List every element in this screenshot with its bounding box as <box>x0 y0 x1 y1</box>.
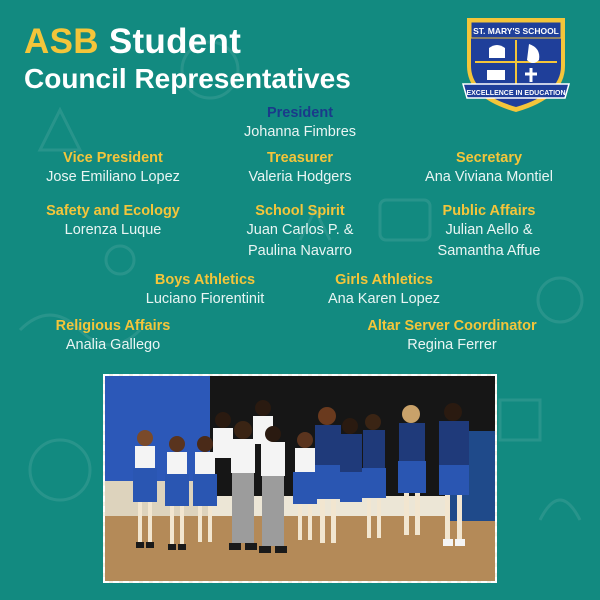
role-name: Juan Carlos P. & <box>246 222 354 238</box>
role-title: Boys Athletics <box>154 272 256 288</box>
role-title: Treasurer <box>266 150 334 166</box>
title-accent: ASB <box>24 22 99 61</box>
role-name: Johanna Fimbres <box>243 124 357 140</box>
role-title: Secretary <box>455 150 523 166</box>
student-figure <box>259 426 287 553</box>
role-religious-affairs <box>0 317 233 356</box>
role-name-2: Samantha Affue <box>437 243 541 259</box>
book-icon <box>487 70 505 80</box>
group-photo <box>103 374 497 583</box>
role-name: Luciano Fiorentinit <box>145 291 265 307</box>
role-president <box>180 104 420 143</box>
lamp-icon <box>489 45 505 58</box>
crest-school-name: ST. MARY'S SCHOOL <box>473 26 559 36</box>
role-title: School Spirit <box>255 203 345 219</box>
role-title: Vice President <box>63 150 163 166</box>
title-line-1 <box>24 22 351 62</box>
role-name: Julian Aello & <box>445 222 533 238</box>
role-title: Public Affairs <box>442 203 536 219</box>
page-title <box>24 22 351 96</box>
role-name: Lorenza Luque <box>64 222 162 238</box>
role-title: President <box>266 105 334 121</box>
title-line-2: Council Representatives <box>24 63 351 94</box>
role-title: Safety and Ecology <box>46 203 180 219</box>
role-title: Girls Athletics <box>335 272 433 288</box>
role-name: Regina Ferrer <box>407 337 497 353</box>
role-altar-server <box>332 317 572 356</box>
student-figure <box>213 412 233 458</box>
role-name: Valeria Hodgers <box>248 169 352 185</box>
role-girls-athletics <box>264 271 504 310</box>
student-figure <box>229 421 257 550</box>
group-photo-illustration <box>105 376 495 581</box>
role-public-affairs <box>369 202 600 262</box>
role-name: Jose Emiliano Lopez <box>46 169 180 185</box>
title-student: Student <box>108 22 242 61</box>
role-title: Altar Server Coordinator <box>367 318 537 334</box>
role-secretary <box>369 149 600 188</box>
role-name-2: Paulina Navarro <box>248 243 352 259</box>
role-title: Religious Affairs <box>55 318 171 334</box>
role-name: Ana Viviana Montiel <box>425 169 553 185</box>
role-name: Analia Gallego <box>65 337 161 353</box>
role-name: Ana Karen Lopez <box>327 291 441 307</box>
school-crest-logo <box>457 14 575 114</box>
crest-motto: EXCELLENCE IN EDUCATION <box>466 90 566 97</box>
